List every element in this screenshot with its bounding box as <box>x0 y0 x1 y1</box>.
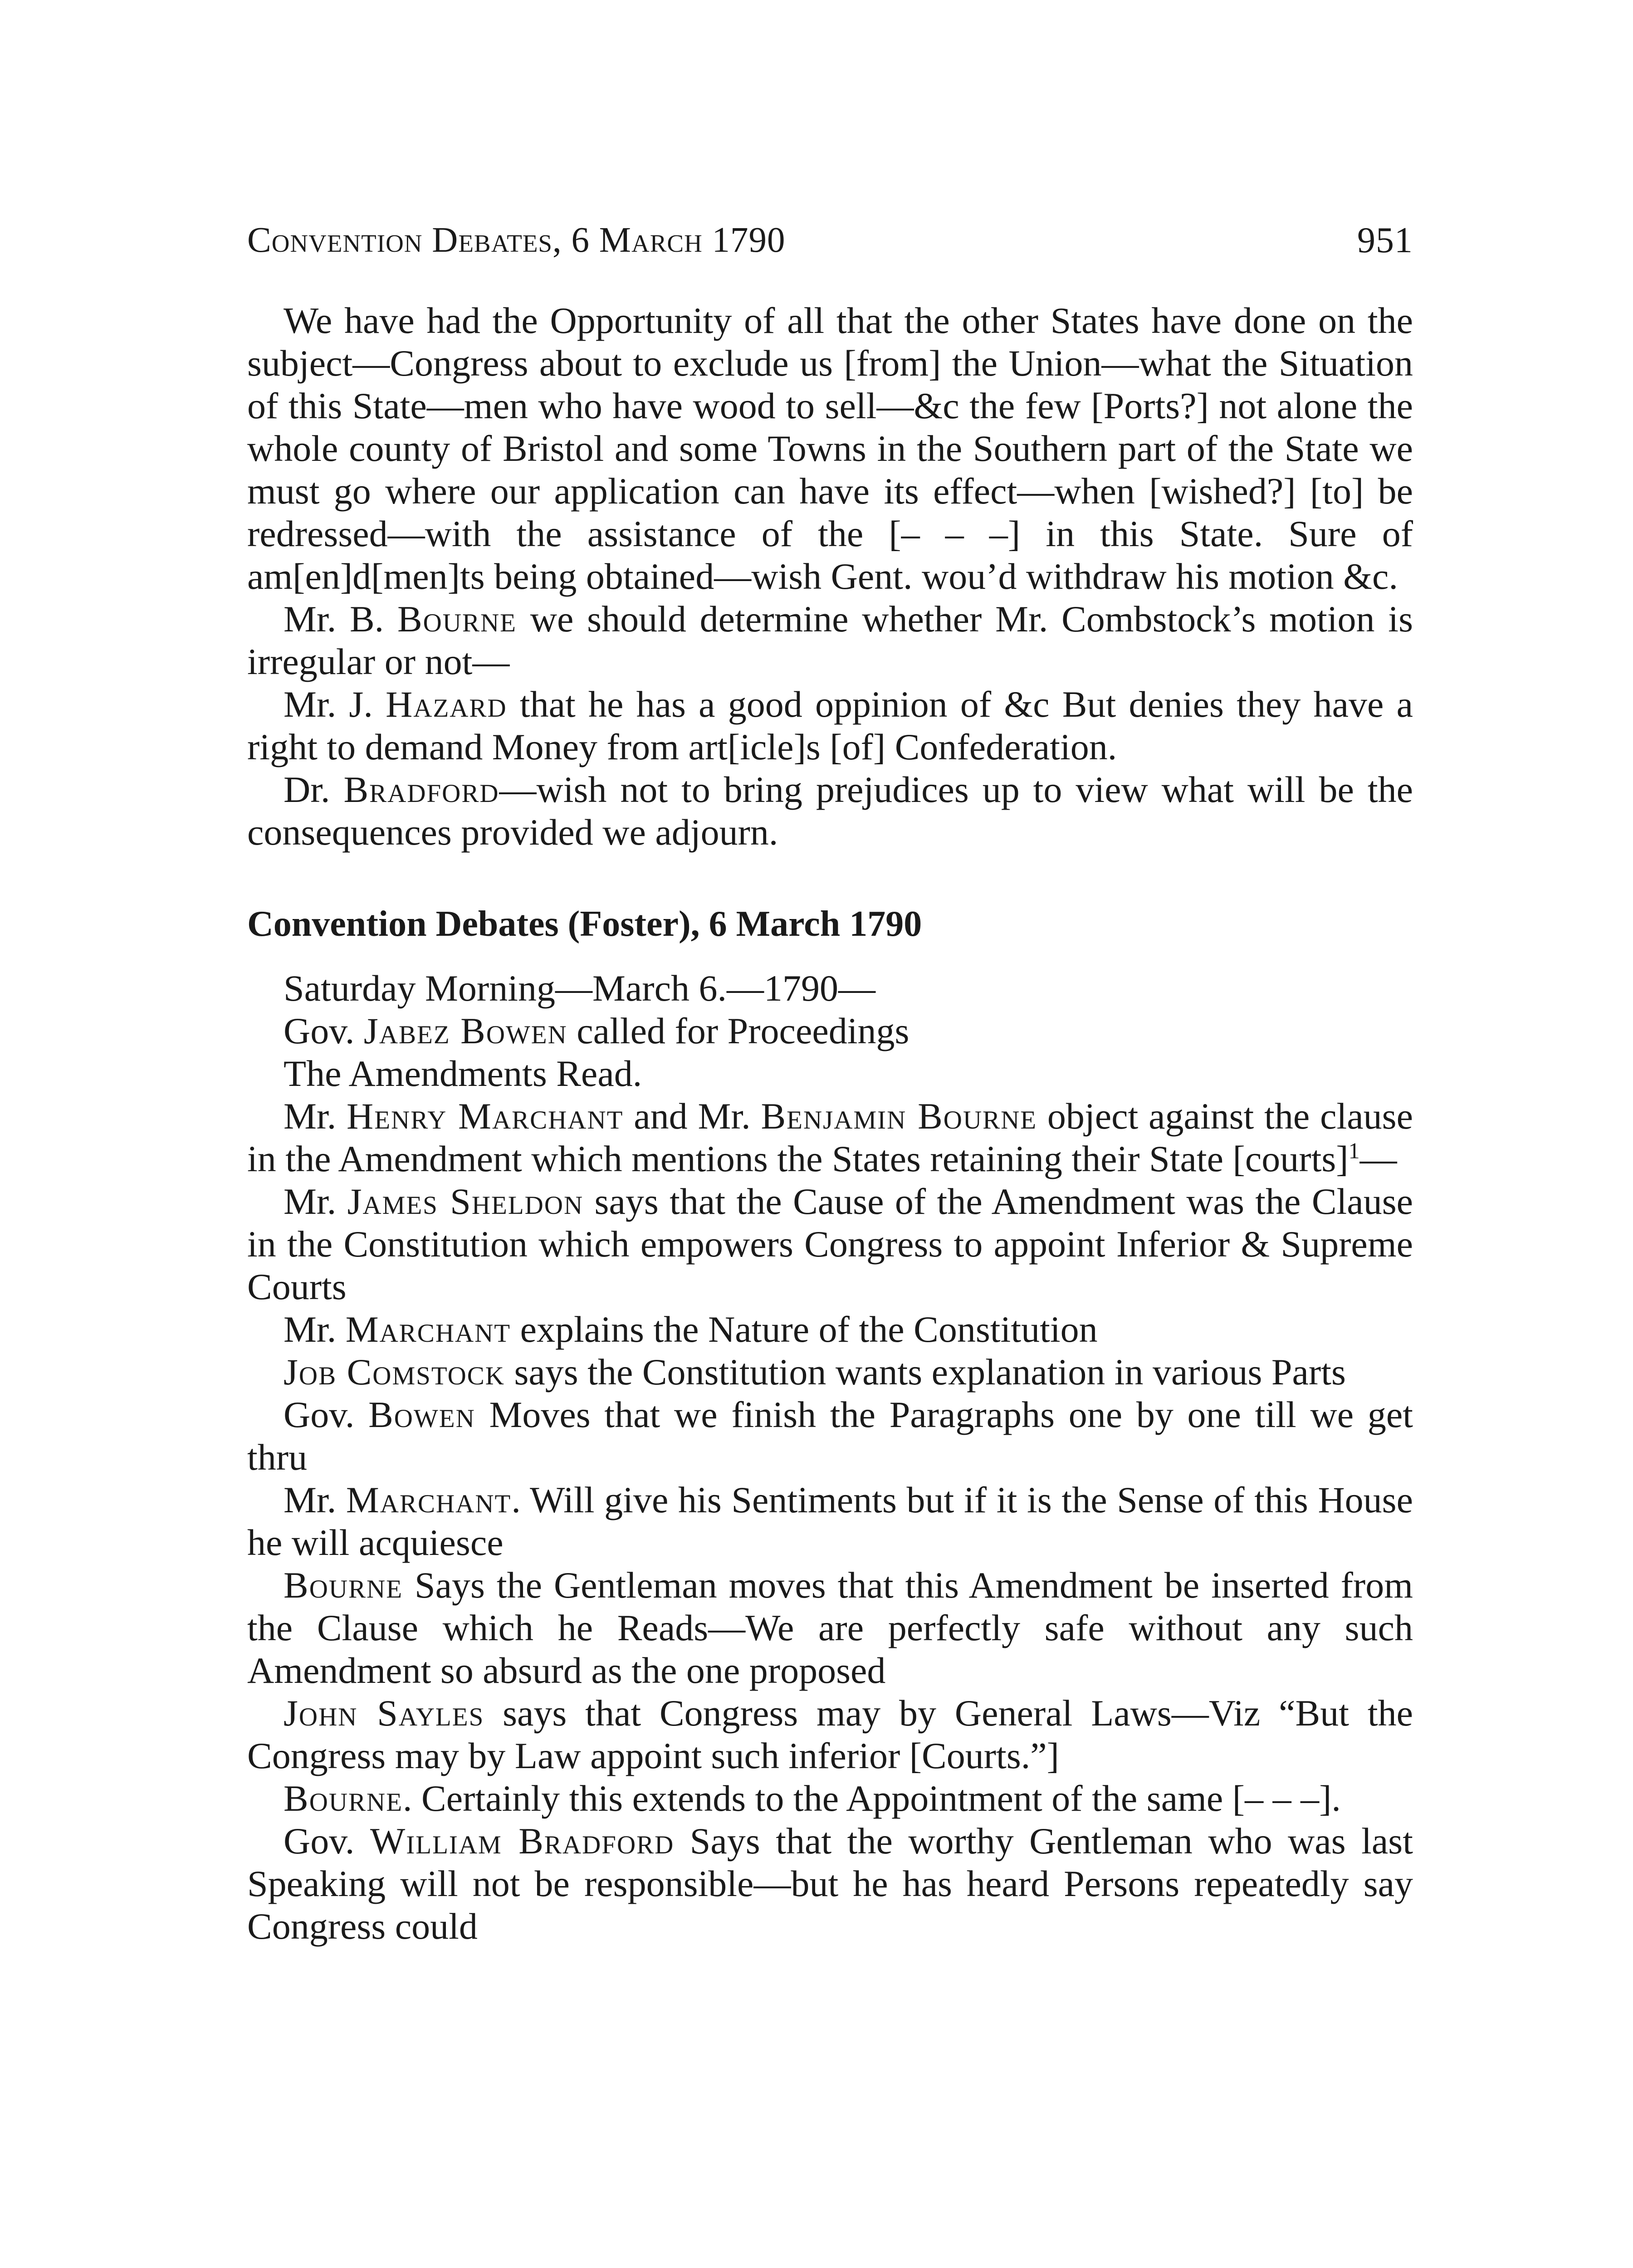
paragraph-marchant-explains <box>247 1308 1413 1351</box>
paragraph-bradford <box>247 768 1413 854</box>
speaker-title: Mr. B. <box>284 598 397 640</box>
speaker-name: Bradford <box>343 769 499 810</box>
speaker-name: Bowen <box>368 1394 475 1435</box>
speaker-name: Hazard <box>386 684 507 725</box>
paragraph-sheldon <box>247 1180 1413 1308</box>
speaker-name: Henry Marchant <box>347 1095 624 1137</box>
body-text <box>247 299 1413 1948</box>
footnote-marker[interactable]: 1 <box>1348 1138 1360 1163</box>
paragraph-hazard <box>247 683 1413 768</box>
paragraph-marchant-bourne <box>247 1095 1413 1180</box>
paragraph-text: we should determine whether Mr. Combstock’s motion is irregular or not— <box>247 598 1413 682</box>
running-head <box>247 215 1413 265</box>
paragraph-bowen-proceedings <box>247 1010 1413 1052</box>
paragraph-suffix: — <box>1359 1138 1397 1179</box>
speaker-title: Gov. <box>284 1820 370 1862</box>
speaker-title: Mr. <box>284 1479 346 1520</box>
paragraph-text: Says the Gentleman moves that this Amendment be inserted from the Clause which he Reads—We are perfectly safe without any such Amendment so absurd as the one proposed <box>247 1564 1413 1691</box>
paragraph-bowen-moves <box>247 1393 1413 1479</box>
speaker-title: Gov. <box>284 1394 369 1435</box>
paragraph-text: says the Constitution wants explanation in various Parts <box>504 1351 1346 1393</box>
connector-text: and Mr. <box>623 1095 761 1137</box>
paragraph-continued-speech <box>247 299 1413 598</box>
speaker-name: Job Comstock <box>284 1351 505 1393</box>
paragraph-text: object against the clause in the Amendment which mentions the States retaining their State [courts] <box>247 1095 1413 1179</box>
speaker-title: Mr. <box>284 1309 346 1350</box>
paragraph-text: explains the Nature of the Constitution <box>511 1309 1098 1350</box>
paragraph-text: called for Proceedings <box>567 1010 909 1051</box>
speaker-title: Mr. <box>284 1181 347 1222</box>
paragraph-amendments-read <box>247 1052 1413 1095</box>
speaker-title: Mr. J. <box>284 684 386 725</box>
paragraph-text: We have had the Opportunity of all that the other States have done on the subject—Congress about to exclude us [from] the Union—what the Situation of this State—men who have wood to sell—&c the few [Ports?] not alone the whole county of Bristol and some Towns in the Southern part of the State we must go where our application can have its effect—when [wished?] [to] be redressed—with the assistance of the [– – –] in this State. Sure of am[en]d[men]ts being obtained—wish Gent. wou’d withdraw his motion &c. <box>247 300 1413 597</box>
paragraph-text: says that Congress may by General Laws—Viz “But the Congress may by Law appoint such inferior [Courts.”] <box>247 1692 1413 1776</box>
paragraph-text: . Will give his Sentiments but if it is the Sense of this House he will acquiesce <box>247 1479 1413 1563</box>
speaker-name-second: Benjamin Bourne <box>761 1095 1037 1137</box>
paragraph-text: The Amendments Read. <box>284 1053 642 1094</box>
paragraph-date-line <box>247 967 1413 1010</box>
paragraph-william-bradford <box>247 1820 1413 1948</box>
speaker-name: James Sheldon <box>347 1181 584 1222</box>
section-heading: Convention Debates (Foster), 6 March 1790 <box>247 904 922 944</box>
speaker-name: Marchant <box>346 1479 512 1520</box>
paragraph-marchant-sentiments <box>247 1479 1413 1564</box>
page-number: 951 <box>1357 220 1413 260</box>
running-head-title: Convention Debates, 6 March 1790 <box>247 220 786 260</box>
speaker-name: Bourne <box>397 598 517 640</box>
paragraph-text: says that the Cause of the Amendment was the Clause in the Constitution which empowers Congress to appoint Inferior & Supreme Courts <box>247 1181 1413 1307</box>
speaker-name: Bourne <box>284 1778 403 1819</box>
speaker-title: Mr. <box>284 1095 347 1137</box>
paragraph-text: . Certainly this extends to the Appointment of the same [– – –]. <box>403 1778 1341 1819</box>
paragraph-bourne <box>247 598 1413 683</box>
paragraph-bourne-says <box>247 1564 1413 1692</box>
paragraph-text: Says that the worthy Gentleman who was last Speaking will not be responsible—but he has heard Persons repeatedly say Congress could <box>247 1820 1413 1947</box>
speaker-title: Gov. <box>284 1010 364 1051</box>
speaker-name: Bourne <box>284 1564 403 1606</box>
paragraph-text: Saturday Morning—March 6.—1790— <box>284 968 875 1009</box>
paragraph-comstock <box>247 1351 1413 1393</box>
paragraph-text: Moves that we finish the Paragraphs one by one till we get thru <box>247 1394 1413 1478</box>
speaker-name: Marchant <box>345 1309 511 1350</box>
paragraph-sayles <box>247 1692 1413 1777</box>
paragraph-text: that he has a good oppinion of &c But denies they have a right to demand Money from art[icle]s [of] Confederation. <box>247 684 1413 767</box>
speaker-name: John Sayles <box>284 1692 484 1734</box>
speaker-title: Dr. <box>284 769 344 810</box>
speaker-name: Jabez Bowen <box>363 1010 567 1051</box>
paragraph-text: —wish not to bring prejudices up to view what will be the consequences provided we adjourn. <box>247 769 1413 853</box>
speaker-name: William Bradford <box>370 1820 675 1862</box>
paragraph-bourne-certainly <box>247 1777 1413 1820</box>
